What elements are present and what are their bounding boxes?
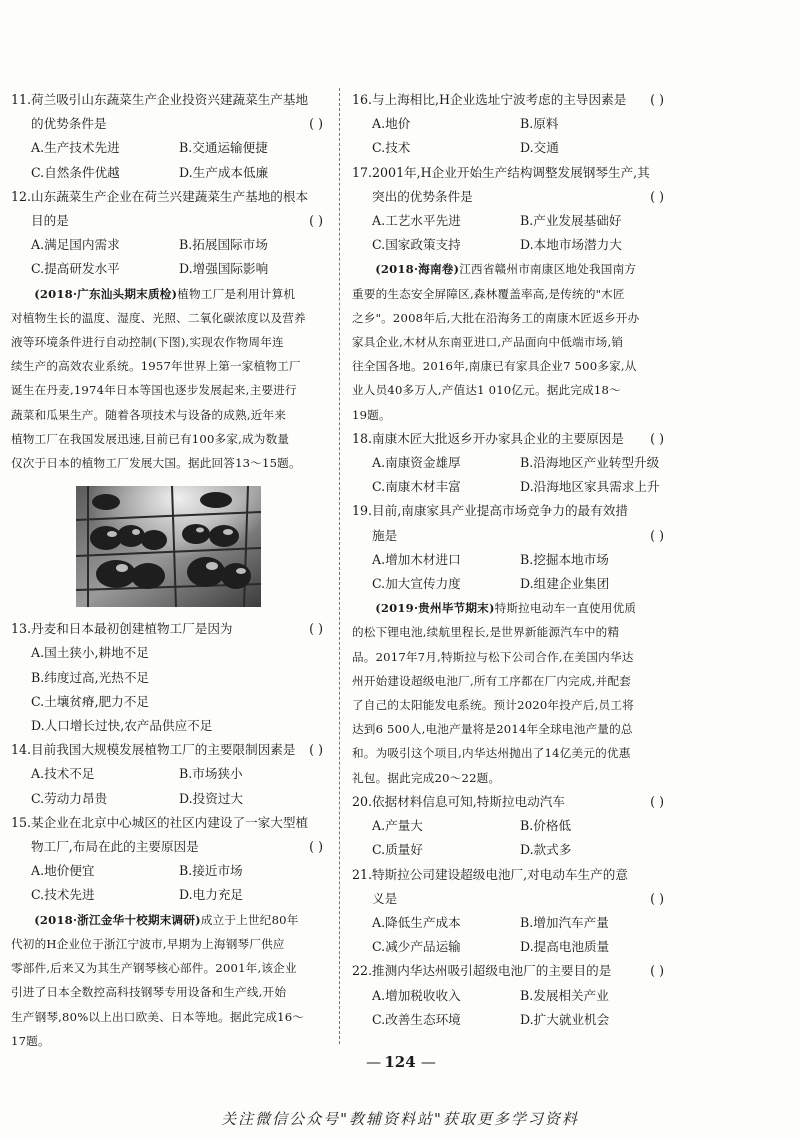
answer-blank[interactable]: ( ) <box>309 116 323 132</box>
answer-blank[interactable]: ( ) <box>650 430 664 446</box>
answer-blank[interactable]: ( ) <box>650 92 664 107</box>
option-a[interactable]: A.增加税收收入 <box>372 987 461 1003</box>
question-stem-cont: 突出的优势条件是 <box>372 188 473 204</box>
option-a[interactable]: A.增加木材进口 <box>372 551 461 567</box>
question-stem: 20.依据材料信息可知,特斯拉电动汽车 <box>352 793 565 809</box>
option-d[interactable]: D.投资过大 <box>179 790 244 806</box>
option-b[interactable]: B.市场狭小 <box>179 766 243 782</box>
option-a[interactable]: A.满足国内需求 <box>31 237 120 253</box>
question-11 <box>11 88 327 185</box>
option-d[interactable]: D.交通 <box>520 140 559 156</box>
question-14 <box>11 738 327 811</box>
option-b[interactable]: B.交通运输便捷 <box>179 140 268 156</box>
plant-factory-photo <box>76 486 261 607</box>
option-d[interactable]: D.扩大就业机会 <box>520 1011 610 1027</box>
option-a[interactable]: A.地价 <box>372 116 411 132</box>
option-a[interactable]: A.技术不足 <box>31 766 95 782</box>
question-stem-cont: 物工厂,布局在此的主要原因是 <box>31 839 199 855</box>
question-18 <box>352 427 668 500</box>
option-b[interactable]: B.增加汽车产量 <box>520 914 609 930</box>
option-c[interactable]: C.减少产品运输 <box>372 939 461 955</box>
question-19 <box>352 499 668 596</box>
passage-source: (2018·海南卷) <box>375 262 460 277</box>
question-stem: 21.特斯拉公司建设超级电池厂,对电动车生产的意 <box>352 866 628 882</box>
question-21 <box>352 863 668 960</box>
passage-source: (2019·贵州毕节期末) <box>375 601 495 616</box>
passage-tesla: (2019·贵州毕节期末)特斯拉电动车一直使用优质 的松下锂电池,续航里程长,是世界新能源汽车中的精 品。2017年7月,特斯拉与松下公司合作,在美国内华达 州开始建设超级电池厂,所有工序都在厂内完成,并配套 了自己的太阳能发电系统。预计2020年投产后,员工将 达到6 500人,电池产量将是2014年全球电池产量的总 和。为吸引这个项目,内华达州抛出了14亿美元的优惠 礼包。据此完成20～22题。 <box>352 601 637 785</box>
option-c[interactable]: C.提高研发水平 <box>31 261 120 277</box>
option-c[interactable]: C.加大宣传力度 <box>372 576 461 592</box>
passage-source: (2018·浙江金华十校期末调研) <box>34 912 201 927</box>
option-d[interactable]: D.款式多 <box>520 842 572 858</box>
question-stem: 17.2001年,H企业开始生产结构调整发展钢琴生产,其 <box>352 164 650 180</box>
option-a[interactable]: A.生产技术先进 <box>31 140 120 156</box>
option-c[interactable]: C.土壤贫瘠,肥力不足 <box>31 693 149 709</box>
answer-blank[interactable]: ( ) <box>650 890 664 906</box>
question-12 <box>11 185 327 282</box>
option-c[interactable]: C.南康木材丰富 <box>372 479 461 495</box>
answer-blank[interactable]: ( ) <box>650 527 664 543</box>
question-13 <box>11 617 327 738</box>
question-stem-cont: 施是 <box>372 527 398 543</box>
answer-blank[interactable]: ( ) <box>650 963 664 979</box>
question-stem: 13.丹麦和日本最初创建植物工厂是因为 <box>11 621 233 637</box>
answer-blank[interactable]: ( ) <box>309 621 323 637</box>
option-b[interactable]: B.价格低 <box>520 818 572 834</box>
question-stem: 12.山东蔬菜生产企业在荷兰兴建蔬菜生产基地的根本 <box>11 188 309 204</box>
column-divider <box>339 88 340 1044</box>
question-stem: 16.与上海相比,H企业选址宁波考虑的主导因素是 <box>352 92 627 107</box>
option-b[interactable]: B.拓展国际市场 <box>179 237 268 253</box>
answer-blank[interactable]: ( ) <box>309 742 323 758</box>
question-stem: 11.荷兰吸引山东蔬菜生产企业投资兴建蔬菜生产基地 <box>11 92 309 107</box>
option-d[interactable]: D.人口增长过快,农产品供应不足 <box>31 718 213 734</box>
answer-blank[interactable]: ( ) <box>309 839 323 855</box>
option-b[interactable]: B.接近市场 <box>179 863 243 879</box>
option-a[interactable]: A.南康资金雄厚 <box>372 455 461 471</box>
option-d[interactable]: D.增强国际影响 <box>179 261 269 277</box>
answer-blank[interactable]: ( ) <box>650 793 664 809</box>
option-a[interactable]: A.工艺水平先进 <box>372 213 461 229</box>
question-stem-cont: 义是 <box>372 890 398 906</box>
option-a[interactable]: A.产量大 <box>372 818 423 834</box>
right-column <box>352 88 668 1032</box>
option-c[interactable]: C.技术先进 <box>31 887 95 903</box>
page-number: — 124 — <box>366 1053 434 1071</box>
answer-blank[interactable]: ( ) <box>650 188 664 204</box>
option-d[interactable]: D.组建企业集团 <box>520 576 610 592</box>
option-b[interactable]: B.产业发展基础好 <box>520 213 622 229</box>
option-d[interactable]: D.提高电池质量 <box>520 939 610 955</box>
question-15 <box>11 811 327 908</box>
question-stem-cont: 目的是 <box>31 213 69 229</box>
question-22 <box>352 959 668 1032</box>
question-stem: 15.某企业在北京中心城区的社区内建设了一家大型植 <box>11 814 309 830</box>
option-a[interactable]: A.国土狭小,耕地不足 <box>31 645 149 661</box>
option-c[interactable]: C.技术 <box>372 140 411 156</box>
option-b[interactable]: B.原料 <box>520 116 559 132</box>
question-16 <box>352 88 668 161</box>
passage-piano-company: (2018·浙江金华十校期末调研)成立于上世纪80年 代初的H企业位于浙江宁波市,早期为上海钢琴厂供应 零部件,后来又为其生产钢琴核心部件。2001年,该企业 引进了日本全数控高科技钢琴专用设备和生产线,开始 生产钢琴,80%以上出口欧美、日本等地。据此完成16～ 17题。 <box>11 912 305 1048</box>
option-c[interactable]: C.自然条件优越 <box>31 164 120 180</box>
passage-nankang-furniture: (2018·海南卷)江西省赣州市南康区地处我国南方 重要的生态安全屏障区,森林覆盖率高,是传统的"木匠 之乡"。2008年后,大批在沿海务工的南康木匠返乡开办 家具企业,木材从东南亚进口,产品面向中低端市场,销 往全国各地。2016年,南康已有家具企业7 500多家,从 业人员40多万人,产值达1 010亿元。据此完成18～ 19题。 <box>352 262 640 422</box>
option-d[interactable]: D.沿海地区家具需求上升 <box>520 479 660 495</box>
option-b[interactable]: B.沿海地区产业转型升级 <box>520 455 660 471</box>
option-b[interactable]: B.纬度过高,光热不足 <box>31 669 150 685</box>
option-c[interactable]: C.质量好 <box>372 842 423 858</box>
passage-source: (2018·广东汕头期末质检) <box>34 286 178 301</box>
question-20 <box>352 790 668 863</box>
option-d[interactable]: D.本地市场潜力大 <box>520 237 622 253</box>
option-c[interactable]: C.劳动力昂贵 <box>31 790 108 806</box>
option-a[interactable]: A.地价便宜 <box>31 863 95 879</box>
option-b[interactable]: B.挖掘本地市场 <box>520 551 609 567</box>
option-a[interactable]: A.降低生产成本 <box>372 914 461 930</box>
answer-blank[interactable]: ( ) <box>309 213 323 229</box>
option-d[interactable]: D.电力充足 <box>179 887 244 903</box>
question-stem: 18.南康木匠大批返乡开办家具企业的主要原因是 <box>352 430 624 446</box>
question-stem: 14.目前我国大规模发展植物工厂的主要限制因素是 <box>11 742 296 758</box>
option-d[interactable]: D.生产成本低廉 <box>179 164 269 180</box>
option-c[interactable]: C.国家政策支持 <box>372 237 461 253</box>
option-b[interactable]: B.发展相关产业 <box>520 987 609 1003</box>
passage-plant-factory: (2018·广东汕头期末质检)植物工厂是利用计算机 对植物生长的温度、湿度、光照、二氧化碳浓度以及营养 液等环境条件进行自动控制(下图),实现农作物周年连 续生产的高效农业系统。1957年世界上第一家植物工厂 诞生在丹麦,1974年日本等国也逐步发展起来,主要进行 蔬菜和瓜果生产。随着各项技术与设备的成熟,近年来 植物工厂在我国发展迅速,目前已有100多家,成为数量 仅次于日本的植物工厂发展大国。据此回答13～15题。 <box>11 286 306 471</box>
question-stem: 22.推测内华达州吸引超级电池厂的主要目的是 <box>352 963 612 979</box>
question-stem-cont: 的优势条件是 <box>31 116 107 132</box>
question-stem: 19.目前,南康家具产业提高市场竞争力的最有效措 <box>352 503 628 519</box>
option-c[interactable]: C.改善生态环境 <box>372 1011 461 1027</box>
question-17 <box>352 161 668 258</box>
footer-watermark-text: 关注微信公众号"教辅资料站"获取更多学习资料 <box>221 1110 579 1128</box>
